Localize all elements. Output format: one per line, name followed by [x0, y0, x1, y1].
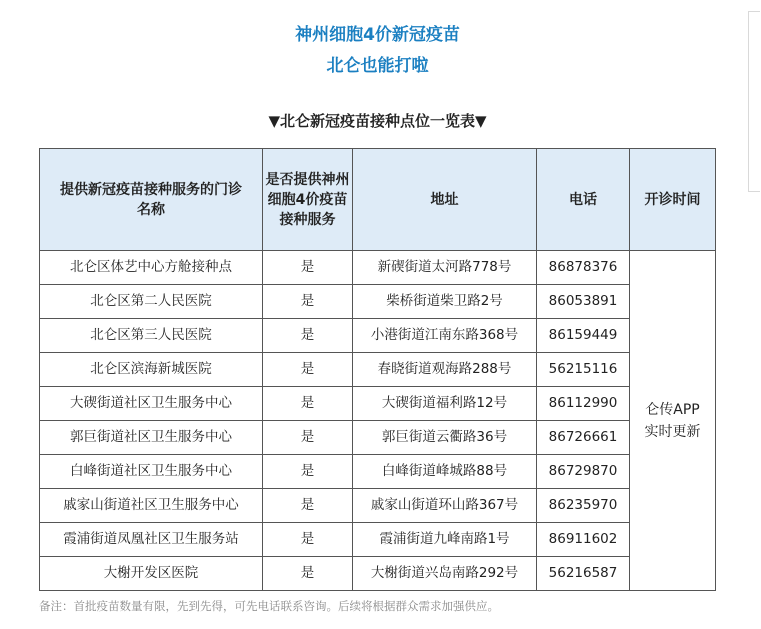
cell-clinic: 北仑区体艺中心方舱接种点	[40, 251, 263, 285]
page-subtitle-headline: 北仑也能打啦	[326, 56, 429, 76]
table-row	[40, 251, 716, 285]
cell-clinic: 郭巨街道社区卫生服务中心	[40, 421, 263, 455]
cell-address: 大碶街道福利路12号	[353, 387, 537, 421]
table-row	[40, 489, 716, 523]
cell-phone: 86726661	[537, 421, 630, 455]
cell-provides: 是	[263, 387, 353, 421]
cell-address: 郭巨街道云衢路36号	[353, 421, 537, 455]
cell-provides: 是	[263, 557, 353, 591]
table-row	[40, 319, 716, 353]
cell-provides: 是	[263, 285, 353, 319]
page-title: 神州细胞4价新冠疫苗	[295, 25, 460, 45]
table-row	[40, 387, 716, 421]
cell-clinic: 霞浦街道凤凰社区卫生服务站	[40, 523, 263, 557]
table-row	[40, 523, 716, 557]
cell-phone: 86729870	[537, 455, 630, 489]
cell-provides: 是	[263, 251, 353, 285]
footer-note: 备注：首批疫苗数量有限，先到先得，可先电话联系咨询。后续将根据群众需求加强供应。	[39, 599, 499, 613]
cell-phone: 56216587	[537, 557, 630, 591]
cell-address: 霞浦街道九峰南路1号	[353, 523, 537, 557]
header-address: 地址	[353, 149, 537, 251]
cell-provides: 是	[263, 455, 353, 489]
header-phone: 电话	[537, 149, 630, 251]
cell-phone: 86112990	[537, 387, 630, 421]
cell-address: 白峰街道峰城路88号	[353, 455, 537, 489]
cell-clinic: 北仑区滨海新城医院	[40, 353, 263, 387]
cell-address: 大榭街道兴岛南路292号	[353, 557, 537, 591]
cell-clinic: 戚家山街道社区卫生服务中心	[40, 489, 263, 523]
cell-phone: 86053891	[537, 285, 630, 319]
cell-provides: 是	[263, 523, 353, 557]
header-hours: 开诊时间	[630, 149, 716, 251]
cell-hours: 仑传APP实时更新	[630, 251, 716, 591]
cell-address: 新碶街道太河路778号	[353, 251, 537, 285]
cell-provides: 是	[263, 421, 353, 455]
cell-phone: 86911602	[537, 523, 630, 557]
header-provides: 是否提供神州细胞4价疫苗接种服务	[263, 149, 353, 251]
cell-address: 小港街道江南东路368号	[353, 319, 537, 353]
cell-provides: 是	[263, 353, 353, 387]
cell-address: 柴桥街道柴卫路2号	[353, 285, 537, 319]
cell-phone: 86235970	[537, 489, 630, 523]
table-row	[40, 285, 716, 319]
cell-phone: 86878376	[537, 251, 630, 285]
cell-clinic: 大碶街道社区卫生服务中心	[40, 387, 263, 421]
vaccination-points-table	[39, 148, 716, 591]
header-clinic: 提供新冠疫苗接种服务的门诊名称	[40, 149, 263, 251]
cell-clinic: 北仑区第二人民医院	[40, 285, 263, 319]
cell-provides: 是	[263, 489, 353, 523]
table-caption: ▼北仑新冠疫苗接种点位一览表▼	[268, 112, 487, 130]
cell-address: 春晓街道观海路288号	[353, 353, 537, 387]
cell-clinic: 北仑区第三人民医院	[40, 319, 263, 353]
cell-phone: 86159449	[537, 319, 630, 353]
cell-clinic: 大榭开发区医院	[40, 557, 263, 591]
cell-clinic: 白峰街道社区卫生服务中心	[40, 455, 263, 489]
cell-phone: 56215116	[537, 353, 630, 387]
table-header-row	[40, 149, 716, 251]
cell-address: 戚家山街道环山路367号	[353, 489, 537, 523]
cell-provides: 是	[263, 319, 353, 353]
table-row	[40, 455, 716, 489]
table-row	[40, 557, 716, 591]
table-row	[40, 421, 716, 455]
table-row	[40, 353, 716, 387]
